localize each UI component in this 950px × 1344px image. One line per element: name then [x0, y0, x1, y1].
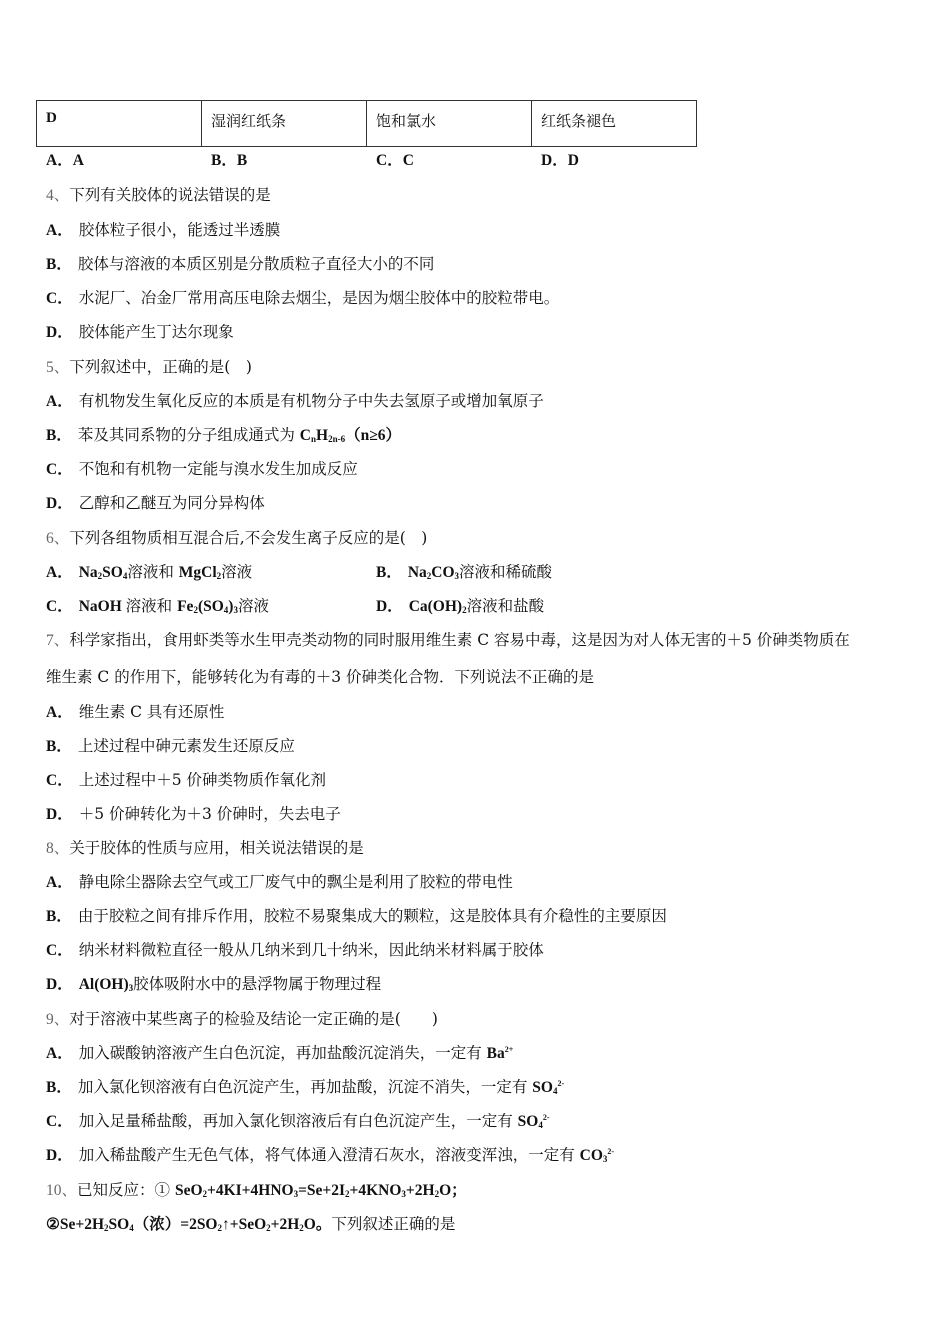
- q9-option-a[interactable]: [46, 1043, 513, 1064]
- question-number: 8、: [46, 840, 70, 857]
- q3-option-b[interactable]: B．B: [211, 152, 248, 169]
- formula: $Ca(OH)_2$: [408, 598, 467, 615]
- option-label: D．: [46, 806, 73, 823]
- question-8-stem: [46, 838, 364, 859]
- option-label: C．: [46, 290, 73, 307]
- option-label: C．: [46, 461, 73, 478]
- option-label: A．: [46, 564, 73, 581]
- option-label: C．: [46, 598, 73, 615]
- equation-2: $②Se+2H_2SO_4$（浓）$=2SO_2↑+SeO_2+2H_2O$。: [46, 1216, 332, 1233]
- q8-option-b[interactable]: [46, 906, 667, 927]
- option-label: D．: [376, 598, 403, 615]
- table-cell: 饱和氯水: [367, 101, 532, 147]
- question-7-stem-line2: [46, 667, 594, 687]
- formula: $Na_2CO_3$: [407, 564, 460, 581]
- option-text: 胶体与溶液的本质区别是分散质粒子直径大小的不同: [77, 255, 435, 273]
- question-text: 下列叙述正确的是: [331, 1215, 456, 1233]
- question-number: 5、: [46, 359, 70, 376]
- question-10-stem-line2: [46, 1214, 455, 1235]
- question-text: 科学家指出，食用虾类等水生甲壳类动物的同时服用维生素 C 容易中毒，这是因为对人体无害的＋5 价砷类物质在: [69, 631, 850, 649]
- option-text: 胶体能产生丁达尔现象: [78, 323, 234, 341]
- formula: $Fe_2(SO_4)_3$: [177, 598, 238, 615]
- question-number: 9、: [46, 1011, 70, 1028]
- option-text-rest: 溶液: [237, 597, 269, 615]
- q6-option-a[interactable]: [46, 562, 252, 583]
- formula: $SO_4^{2-}$: [517, 1113, 550, 1130]
- option-text: 由于胶粒之间有排斥作用，胶粒不易聚集成大的颗粒，这是胶体具有介稳性的主要原因: [77, 907, 667, 925]
- question-text: 下列有关胶体的说法错误的是: [69, 186, 271, 204]
- option-text: 纳米材料微粒直径一般从几纳米到几十纳米，因此纳米材料属于胶体: [78, 941, 544, 959]
- option-label: C．: [46, 942, 73, 959]
- option-label: B．: [46, 256, 72, 273]
- q5-option-c[interactable]: [46, 459, 358, 480]
- question-number: 4、: [46, 187, 70, 204]
- q5-option-a[interactable]: [46, 391, 544, 412]
- q6-option-d[interactable]: [376, 596, 544, 617]
- question-number: 6、: [46, 530, 70, 547]
- question-text: 已知反应：①: [77, 1181, 175, 1199]
- option-text-rest: 溶液和稀硫酸: [459, 563, 553, 581]
- option-text: 苯及其同系物的分子组成通式为: [77, 426, 300, 444]
- answer-table: [36, 100, 697, 147]
- table-cell: 红纸条褪色: [532, 101, 697, 147]
- question-number: 10、: [46, 1182, 78, 1199]
- option-text: $Na_2SO_4$: [78, 564, 128, 581]
- table-cell: 湿润红纸条: [202, 101, 367, 147]
- q8-option-d[interactable]: [46, 974, 381, 995]
- option-text-rest: 胶体吸附水中的悬浮物属于物理过程: [133, 975, 382, 993]
- q7-option-b[interactable]: [46, 736, 295, 757]
- option-text-rest: 溶液: [221, 563, 253, 581]
- option-text: 加入足量稀盐酸，再加入氯化钡溶液后有白色沉淀产生，一定有: [78, 1112, 518, 1130]
- question-text: 下列叙述中，正确的是( ): [69, 358, 252, 376]
- question-text: 对于溶液中某些离子的检验及结论一定正确的是( ): [69, 1010, 438, 1028]
- q4-option-d[interactable]: [46, 322, 234, 343]
- q8-option-c[interactable]: [46, 940, 544, 961]
- q3-option-d[interactable]: D．D: [541, 152, 579, 169]
- table-row: [37, 101, 697, 147]
- option-label: D．: [46, 324, 73, 341]
- option-label: A．: [46, 874, 73, 891]
- option-text: 乙醇和乙醚互为同分异构体: [78, 494, 265, 512]
- q9-option-c[interactable]: [46, 1111, 550, 1132]
- option-label: B．: [46, 1079, 72, 1096]
- option-text-rest: 溶液和: [127, 563, 179, 581]
- q9-option-d[interactable]: [46, 1145, 614, 1166]
- option-label: B．: [376, 564, 402, 581]
- q7-option-c[interactable]: [46, 770, 326, 791]
- option-label: B．: [46, 738, 72, 755]
- formula: $CO_3^{2-}$: [579, 1147, 615, 1164]
- q5-option-d[interactable]: [46, 493, 265, 514]
- option-label: A．: [46, 1045, 73, 1062]
- question-5-stem: [46, 357, 252, 378]
- q4-option-c[interactable]: [46, 288, 559, 309]
- question-4-stem: [46, 185, 271, 206]
- question-text: 关于胶体的性质与应用，相关说法错误的是: [69, 839, 364, 857]
- question-text: 维生素 C 的作用下，能够转化为有毒的＋3 价砷类化合物．下列说法不正确的是: [46, 668, 595, 686]
- formula: $SO_4^{2-}$: [532, 1079, 565, 1096]
- option-label: B．: [46, 427, 72, 444]
- option-text-rest: 溶液和盐酸: [466, 597, 545, 615]
- option-text: 静电除尘器除去空气或工厂废气中的飘尘是利用了胶粒的带电性: [78, 873, 513, 891]
- option-text: 加入稀盐酸产生无色气体，将气体通入澄清石灰水，溶液变浑浊，一定有: [78, 1146, 580, 1164]
- q3-option-a[interactable]: A．A: [46, 152, 84, 169]
- question-10-stem-line1: [46, 1180, 467, 1201]
- option-text: 不饱和有机物一定能与溴水发生加成反应: [78, 460, 358, 478]
- option-label: D．: [46, 976, 73, 993]
- formula: MgCl$_2$: [178, 564, 222, 581]
- option-text: 胶体粒子很小，能透过半透膜: [78, 221, 281, 239]
- option-label: A．: [46, 393, 73, 410]
- option-label: C．: [46, 772, 73, 789]
- q4-option-a[interactable]: [46, 220, 280, 241]
- table-cell: D: [37, 101, 202, 147]
- q5-option-b[interactable]: [46, 425, 401, 446]
- option-label: A．: [46, 704, 73, 721]
- question-9-stem: [46, 1009, 438, 1030]
- option-label: C．: [46, 1113, 73, 1130]
- option-text: 维生素 C 具有还原性: [78, 703, 225, 721]
- option-text: 加入氯化钡溶液有白色沉淀产生，再加盐酸，沉淀不消失，一定有: [77, 1078, 533, 1096]
- formula: $Ba^{2+}$: [486, 1045, 514, 1062]
- formula: NaOH: [78, 598, 126, 615]
- option-text-suffix: （n≥6）: [345, 427, 401, 444]
- option-text: ＋5 价砷转化为＋3 价砷时，失去电子: [78, 805, 341, 823]
- option-label: D．: [46, 1147, 73, 1164]
- q4-option-b[interactable]: [46, 254, 434, 275]
- option-text: 加入碳酸钠溶液产生白色沉淀，再加盐酸沉淀消失，一定有: [78, 1044, 487, 1062]
- option-text: 上述过程中＋5 价砷类物质作氧化剂: [78, 771, 326, 789]
- q6-option-c[interactable]: [46, 596, 269, 617]
- q7-option-d[interactable]: [46, 804, 341, 825]
- question-6-stem: [46, 528, 427, 549]
- option-text: 上述过程中砷元素发生还原反应: [77, 737, 295, 755]
- question-number: 7、: [46, 632, 70, 649]
- option-label: D．: [46, 495, 73, 512]
- q8-option-a[interactable]: [46, 872, 513, 893]
- q6-option-b[interactable]: [376, 562, 552, 583]
- option-label: A．: [46, 222, 73, 239]
- option-text: 有机物发生氧化反应的本质是有机物分子中失去氢原子或增加氧原子: [78, 392, 544, 410]
- equation-1: $SeO_2+4KI+4HNO_3=Se+2I_2+4KNO_3+2H_2O$；: [174, 1182, 467, 1199]
- option-text-rest: 溶液和: [125, 597, 178, 615]
- formula-cnh2n-6: $C_nH_{2n-6}$: [299, 427, 346, 444]
- q3-option-c[interactable]: C．C: [376, 152, 414, 169]
- option-text: 水泥厂、冶金厂常用高压电除去烟尘，是因为烟尘胶体中的胶粒带电。: [78, 289, 560, 307]
- formula: $Al(OH)_3$: [78, 976, 134, 993]
- question-7-stem-line1: [46, 630, 850, 651]
- q9-option-b[interactable]: [46, 1077, 564, 1098]
- option-label: B．: [46, 908, 72, 925]
- q7-option-a[interactable]: [46, 702, 224, 723]
- question-text: 下列各组物质相互混合后,不会发生离子反应的是( ): [69, 529, 428, 547]
